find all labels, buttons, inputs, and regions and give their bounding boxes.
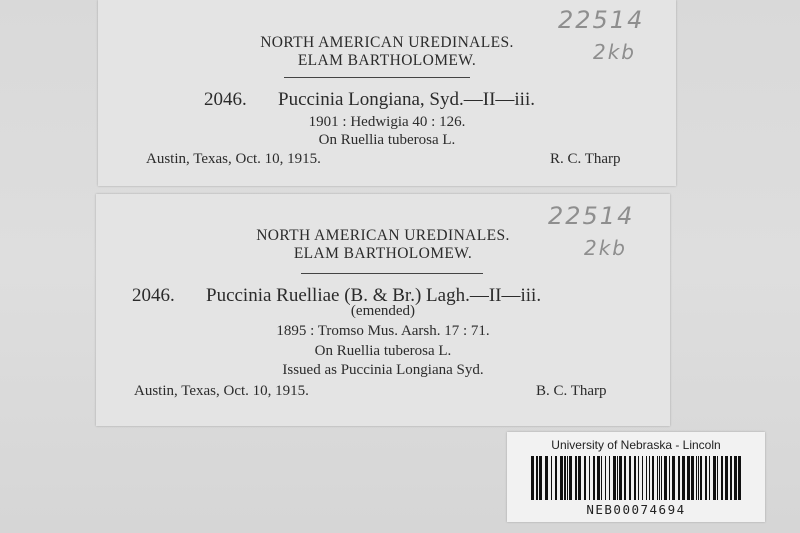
header-divider bbox=[284, 77, 470, 78]
barcode-bar bbox=[531, 456, 534, 500]
exsiccata-number: 2046. bbox=[204, 89, 247, 110]
collector-name: R. C. Tharp bbox=[550, 151, 621, 167]
barcode-bar bbox=[698, 456, 699, 500]
barcode-bar bbox=[605, 456, 606, 500]
barcode-bar bbox=[567, 456, 568, 500]
handwritten-accession-number: 22514 bbox=[558, 6, 645, 34]
barcode-bar bbox=[657, 456, 658, 500]
barcode-bar bbox=[539, 456, 542, 500]
barcode-bar bbox=[589, 456, 590, 500]
barcode-bar bbox=[738, 456, 741, 500]
collector-name: B. C. Tharp bbox=[536, 383, 607, 399]
barcode-bar bbox=[575, 456, 577, 500]
barcode-bar bbox=[664, 456, 667, 500]
barcode-bar bbox=[629, 456, 631, 500]
species-name: Puccinia Ruelliae (B. & Br.) Lagh.—II—iii. bbox=[206, 285, 542, 306]
institution-name: University of Nebraska - Lincoln bbox=[551, 438, 721, 452]
barcode-bar bbox=[638, 456, 639, 500]
barcode-bar bbox=[682, 456, 685, 500]
barcode-bar bbox=[678, 456, 680, 500]
barcode-bar bbox=[669, 456, 670, 500]
emended-note: (emended) bbox=[350, 303, 416, 319]
publication-citation: 1895 : Tromso Mus. Aarsh. 17 : 71. bbox=[276, 323, 490, 339]
barcode-bar bbox=[551, 456, 552, 500]
barcode-bar bbox=[709, 456, 710, 500]
barcode-bar bbox=[617, 456, 618, 500]
publication-citation: 1901 : Hedwigia 40 : 126. bbox=[308, 114, 466, 130]
barcode-bar bbox=[659, 456, 660, 500]
barcode-bar bbox=[569, 456, 572, 500]
barcode-bar bbox=[555, 456, 557, 500]
barcode-bar bbox=[696, 456, 697, 500]
barcode-bar bbox=[613, 456, 616, 500]
barcode-bar bbox=[661, 456, 662, 500]
barcode-bar bbox=[717, 456, 718, 500]
barcode-bar bbox=[545, 456, 548, 500]
specimen-label-top bbox=[98, 0, 676, 186]
barcode-bar bbox=[687, 456, 690, 500]
barcode-bar bbox=[642, 456, 643, 500]
barcode-bar bbox=[609, 456, 610, 500]
collection-locality-date: Austin, Texas, Oct. 10, 1915. bbox=[134, 383, 309, 399]
label-header-title: NORTH AMERICAN UREDINALES. bbox=[260, 34, 514, 51]
barcode-bar bbox=[597, 456, 600, 500]
barcode-bar bbox=[649, 456, 650, 500]
barcode-bar bbox=[700, 456, 702, 500]
handwritten-note: 2kb bbox=[593, 40, 637, 64]
specimen-label-bottom bbox=[96, 194, 670, 426]
host-plant: On Ruellia tuberosa L. bbox=[318, 132, 456, 148]
host-plant: On Ruellia tuberosa L. bbox=[314, 343, 452, 359]
species-name: Puccinia Longiana, Syd.—II—iii. bbox=[278, 89, 535, 110]
barcode-bar bbox=[624, 456, 626, 500]
barcode-icon bbox=[531, 456, 741, 500]
barcode-bar bbox=[691, 456, 694, 500]
label-header-collector: ELAM BARTHOLOMEW. bbox=[293, 245, 473, 262]
barcode-bar bbox=[705, 456, 707, 500]
handwritten-accession-number: 22514 bbox=[548, 202, 635, 230]
label-header-collector: ELAM BARTHOLOMEW. bbox=[297, 52, 477, 69]
barcode-bar bbox=[634, 456, 636, 500]
barcode-number: NEB00074694 bbox=[586, 502, 686, 517]
barcode-bar bbox=[725, 456, 728, 500]
handwritten-note: 2kb bbox=[584, 236, 628, 260]
barcode-bar bbox=[721, 456, 723, 500]
barcode-bar bbox=[564, 456, 566, 500]
barcode-bar bbox=[536, 456, 538, 500]
barcode-bar bbox=[652, 456, 654, 500]
barcode-label bbox=[507, 432, 765, 522]
barcode-bar bbox=[601, 456, 602, 500]
exsiccata-number: 2046. bbox=[132, 285, 175, 306]
label-header-title: NORTH AMERICAN UREDINALES. bbox=[256, 227, 510, 244]
barcode-bar bbox=[619, 456, 622, 500]
barcode-bar bbox=[560, 456, 563, 500]
barcode-bar bbox=[646, 456, 647, 500]
barcode-bar bbox=[578, 456, 581, 500]
barcode-bar bbox=[713, 456, 716, 500]
issued-as-note: Issued as Puccinia Longiana Syd. bbox=[282, 362, 484, 378]
barcode-bar bbox=[672, 456, 675, 500]
barcode-bar bbox=[584, 456, 586, 500]
barcode-bar bbox=[593, 456, 595, 500]
barcode-bar bbox=[730, 456, 732, 500]
collection-locality-date: Austin, Texas, Oct. 10, 1915. bbox=[146, 151, 321, 167]
barcode-bar bbox=[734, 456, 737, 500]
header-divider bbox=[301, 273, 483, 274]
